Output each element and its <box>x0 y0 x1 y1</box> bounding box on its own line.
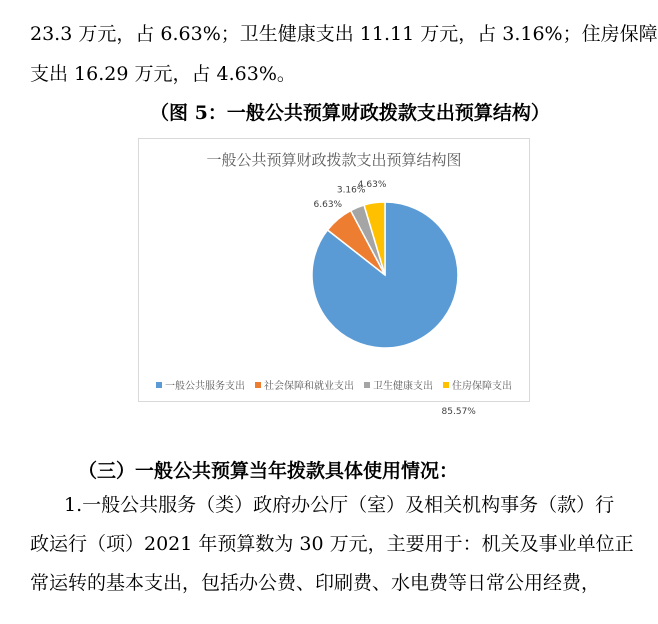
paragraph-line-2: 政运行（项）2021 年预算数为 30 万元，主要用于：机关及事业单位正 <box>30 533 634 555</box>
pie-label-3: 4.63% <box>357 179 387 190</box>
legend-label-0: 一般公共服务支出 <box>165 381 245 392</box>
legend-swatch-0 <box>156 382 162 388</box>
pie-label-1: 6.63% <box>313 199 343 210</box>
legend-swatch-2 <box>364 382 370 388</box>
legend-swatch-3 <box>443 382 449 388</box>
legend-item-3 <box>443 377 512 392</box>
chart-title: 一般公共预算财政拨款支出预算结构图 <box>206 151 462 169</box>
legend-label-2: 卫生健康支出 <box>373 381 433 392</box>
pie-chart <box>138 138 530 418</box>
chart-legend <box>139 377 529 392</box>
body-text-line-1: 23.3 万元，占 6.63%；卫生健康支出 11.11 万元，占 3.16%；住房保障 <box>30 23 658 45</box>
pie-label-2: 3.16% <box>336 185 366 196</box>
pie-label-0: 85.57% <box>441 407 476 418</box>
legend-item-1 <box>255 377 354 392</box>
legend-item-0 <box>156 377 245 392</box>
legend-item-2 <box>364 377 433 392</box>
paragraph-line-1: 1.一般公共服务（类）政府办公厅（室）及相关机构事务（款）行 <box>64 494 615 516</box>
legend-label-1: 社会保障和就业支出 <box>264 381 354 392</box>
section-heading: （三）一般公共预算当年拨款具体使用情况： <box>78 460 459 482</box>
body-text-line-2: 支出 16.29 万元，占 4.63%。 <box>30 63 296 85</box>
legend-label-3: 住房保障支出 <box>452 381 512 392</box>
paragraph-line-3: 常运转的基本支出，包括办公费、印刷费、水电费等日常公用经费， <box>30 572 601 594</box>
figure-caption: （图 5：一般公共预算财政拨款支出预算结构） <box>150 102 550 124</box>
pie-chart-svg <box>139 139 529 418</box>
legend-swatch-1 <box>255 382 261 388</box>
